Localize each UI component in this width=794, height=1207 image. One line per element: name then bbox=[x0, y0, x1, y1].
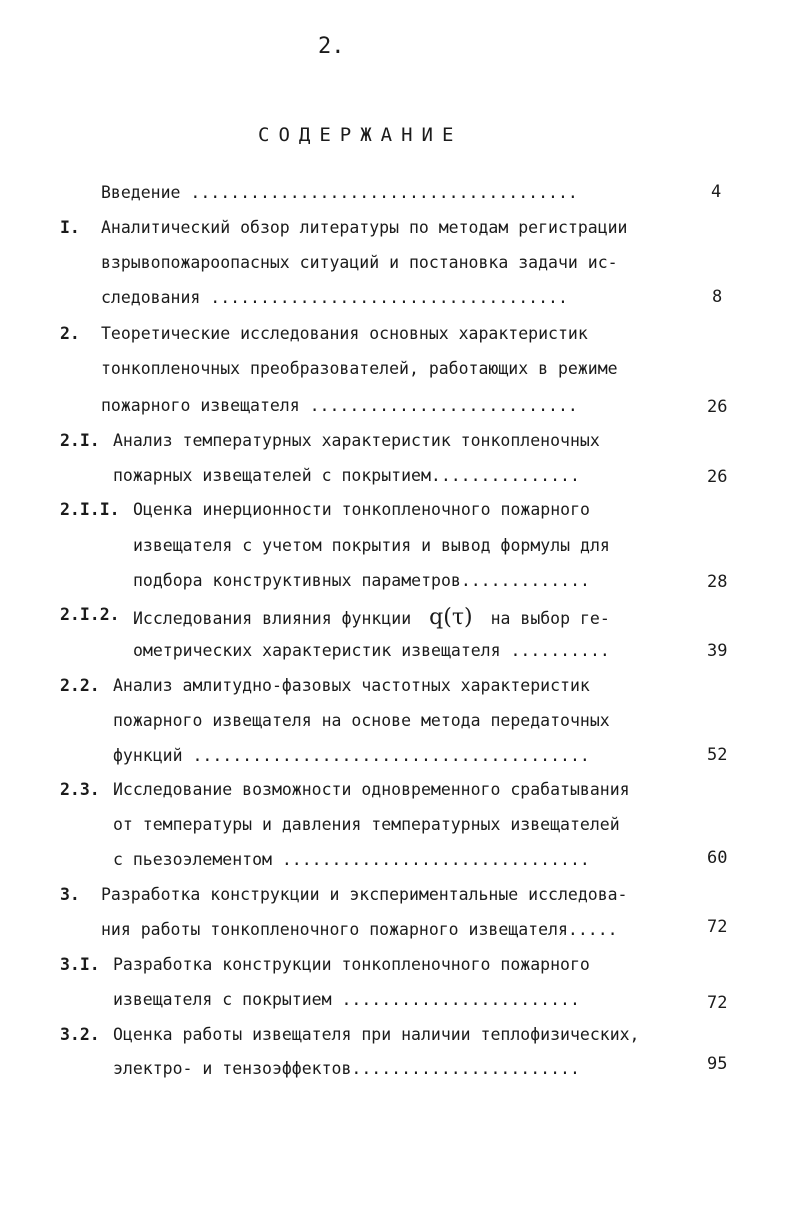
toc-page: 4 bbox=[711, 182, 722, 202]
toc-number: I. bbox=[60, 218, 80, 237]
toc-number: 2.I. bbox=[60, 431, 100, 450]
toc-line: Разработка конструкции тонкопленочного пожарного bbox=[113, 955, 590, 974]
toc-number: 3.2. bbox=[60, 1025, 100, 1044]
toc-page: 52 bbox=[707, 745, 728, 765]
toc-number: 2.3. bbox=[60, 780, 100, 799]
toc-line: Анализ температурных характеристик тонкопленочных bbox=[113, 431, 600, 450]
toc-number: 2.2. bbox=[60, 676, 100, 695]
formula-q-tau: q(τ) bbox=[429, 605, 473, 630]
toc-page: 95 bbox=[707, 1054, 728, 1074]
toc-line: с пьезоэлементом ............................... bbox=[113, 850, 590, 869]
toc-line: пожарного извещателя на основе метода передаточных bbox=[113, 711, 610, 730]
toc-number: 2. bbox=[60, 324, 80, 343]
toc-line: Оценка работы извещателя при наличии теплофизических, bbox=[113, 1025, 640, 1044]
toc-number: 3. bbox=[60, 885, 80, 904]
toc-line: следования .................................... bbox=[101, 288, 568, 307]
toc-number: 2.I.2. bbox=[60, 605, 120, 624]
toc-line-tail: на выбор ге- bbox=[490, 609, 610, 628]
toc-line: электро- и тензоэффектов....................... bbox=[113, 1059, 580, 1078]
toc-line: пожарных извещателей с покрытием............... bbox=[113, 466, 580, 485]
toc-line: Аналитический обзор литературы по методам регистрации bbox=[101, 218, 628, 237]
page-title: СОДЕРЖАНИЕ bbox=[258, 124, 463, 146]
toc-line: ометрических характеристик извещателя .......... bbox=[133, 641, 610, 660]
toc-line: пожарного извещателя ........................... bbox=[101, 396, 578, 415]
toc-line: Анализ амлитудно-фазовых частотных характеристик bbox=[113, 676, 590, 695]
toc-page: 72 bbox=[707, 917, 728, 937]
toc-line: Исследование возможности одновременного срабатывания bbox=[113, 780, 630, 799]
toc-number: 3.I. bbox=[60, 955, 100, 974]
toc-line: Теоретические исследования основных характеристик bbox=[101, 324, 588, 343]
page-number: 2. bbox=[318, 34, 345, 59]
toc-line: подбора конструктивных параметров............. bbox=[133, 571, 590, 590]
toc-page: 26 bbox=[707, 397, 728, 417]
toc-page: 28 bbox=[707, 572, 728, 592]
toc-line: извещателя с учетом покрытия и вывод формулы для bbox=[133, 536, 610, 555]
toc-number: 2.I.I. bbox=[60, 500, 120, 519]
toc-line: тонкопленочных преобразователей, работающих в режиме bbox=[101, 359, 618, 378]
toc-line: Разработка конструкции и экспериментальные исследова- bbox=[101, 885, 628, 904]
toc-page: 60 bbox=[707, 848, 728, 868]
toc-line: от температуры и давления температурных извещателей bbox=[113, 815, 620, 834]
toc-page: 26 bbox=[707, 467, 728, 487]
toc-line bbox=[133, 605, 610, 630]
toc-line: взрывопожароопасных ситуаций и постановка задачи ис- bbox=[101, 253, 618, 272]
toc-page: 39 bbox=[707, 641, 728, 661]
toc-line: Введение ....................................... bbox=[101, 183, 578, 202]
toc-line-text: Исследования влияния функции bbox=[133, 609, 412, 628]
toc-page: 8 bbox=[712, 287, 723, 307]
toc-line: извещателя с покрытием ........................ bbox=[113, 990, 580, 1009]
toc-line: Оценка инерционности тонкопленочного пожарного bbox=[133, 500, 590, 519]
toc-line: ния работы тонкопленочного пожарного извещателя..... bbox=[101, 920, 618, 939]
toc-page: 72 bbox=[707, 993, 728, 1013]
toc-line: функций ........................................ bbox=[113, 746, 590, 765]
